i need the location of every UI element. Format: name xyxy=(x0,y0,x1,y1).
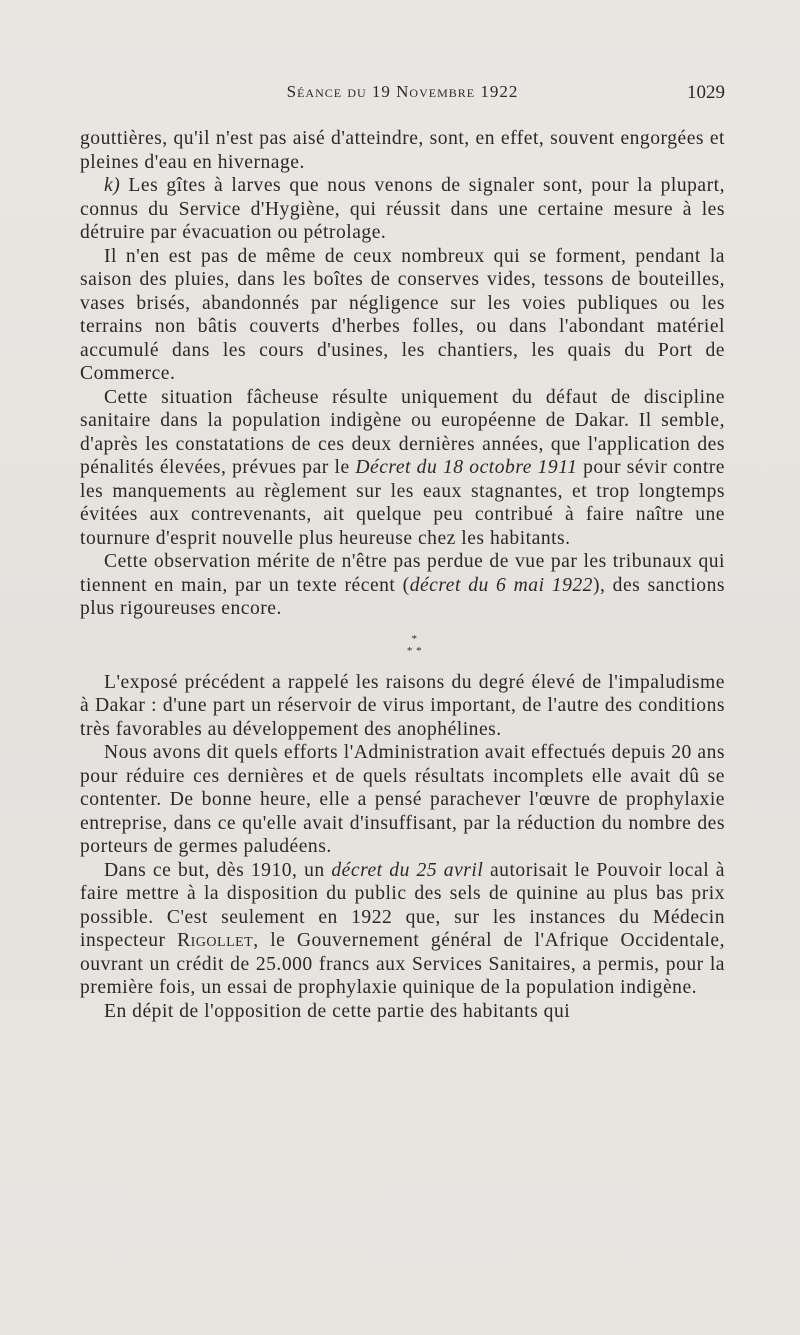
asterism-top: * xyxy=(411,632,418,645)
italic-run: k) xyxy=(104,175,121,196)
text-run: pour sévir contre les manquements au règlement sur les eaux stagnantes, et trop longtemps évitées aux contrevenants, ait quelque peu contribué à faire naître une tournure d'esprit nouvelle plus heureuse chez les habitants. xyxy=(80,457,725,549)
section-separator xyxy=(104,633,725,657)
paragraph xyxy=(80,741,725,859)
text-run: gouttières, qu'il n'est pas aisé d'atteindre, sont, en effet, souvent engorgées et pleines d'eau en hivernage. xyxy=(80,128,725,173)
text-run: Nous avons dit quels efforts l'Administration avait effectués depuis 20 ans pour réduire ces dernières et de quels résultats incomplets elle avait dû se contenter. De bonne heure, elle a pensé parachever l'œuvre de prophylaxie entreprise, dans ce qu'elle avait d'insuffisant, par la réduction du nombre des porteurs de germes paludéens. xyxy=(80,742,725,857)
paragraph xyxy=(80,671,725,742)
italic-run: décret du 25 avril xyxy=(331,859,484,881)
paragraph xyxy=(80,1000,725,1024)
running-title: Séance du 19 Novembre 1922 xyxy=(286,82,519,101)
asterism-bottom: * * xyxy=(406,644,423,657)
page-number: 1029 xyxy=(687,82,725,103)
text-run: En dépit de l'opposition de cette partie des habitants qui xyxy=(104,1000,571,1022)
text-run: Il n'en est pas de même de ceux nombreux qui se forment, pendant la saison des pluies, dans les boîtes de conserves vides, tessons de bouteilles, vases brisés, abandonnés par négligence sur les voies publiques ou les terrains non bâtis couverts d'herbes folles, ou dans l'abondant matériel accumulé dans les cours d'usines, les chantiers, les quais du Port de Commerce. xyxy=(80,245,725,384)
paragraph xyxy=(80,245,725,386)
text-run: Dans ce but, dès 1910, un xyxy=(104,859,332,881)
paragraph xyxy=(80,127,725,174)
author-name: Rigollet xyxy=(177,930,254,951)
italic-run: décret du 6 mai 1922 xyxy=(409,574,593,596)
paragraph xyxy=(80,859,725,1000)
text-run: autorisait le Pouvoir local à faire mettre à la disposition du public des sels de quinine au plus bas prix possible. C'est seulement en 1922 que, sur les instances du Médecin inspecteur xyxy=(80,859,725,951)
paragraph xyxy=(80,174,725,245)
text-run: Les gîtes à larves que nous venons de signaler sont, pour la plupart, connus du Service d'Hygiène, qui réussit dans une certaine mesure à les détruire par évacuation ou pétrolage. xyxy=(80,175,725,243)
paragraph xyxy=(80,550,725,621)
page-header xyxy=(80,82,725,112)
text-run: L'exposé précédent a rappelé les raisons du degré élevé de l'impaludisme à Dakar : d'une part un réservoir de virus important, de l'autre des conditions très favorables au développement des anophélines. xyxy=(80,671,725,740)
text-run: ), des sanctions plus rigoureuses encore. xyxy=(80,574,725,619)
italic-run: Décret du 18 octobre 1911 xyxy=(355,457,578,478)
text-run: Cette situation fâcheuse résulte uniquement du défaut de discipline sanitaire dans la population indigène ou européenne de Dakar. Il semble, d'après les constatations de ces deux dernières années, que l'application des pénalités élevées, prévues par le xyxy=(80,386,725,478)
body-text xyxy=(80,127,725,1023)
text-run: , le Gouvernement général de l'Afrique Occidentale, ouvrant un crédit de 25.000 francs aux Services Sanitaires, a permis, pour la première fois, un essai de prophylaxie quinique de la population indigène. xyxy=(80,930,726,998)
paragraph xyxy=(80,386,725,551)
text-run: Cette observation mérite de n'être pas perdue de vue par les tribunaux qui tiennent en main, par un texte récent ( xyxy=(80,551,725,596)
